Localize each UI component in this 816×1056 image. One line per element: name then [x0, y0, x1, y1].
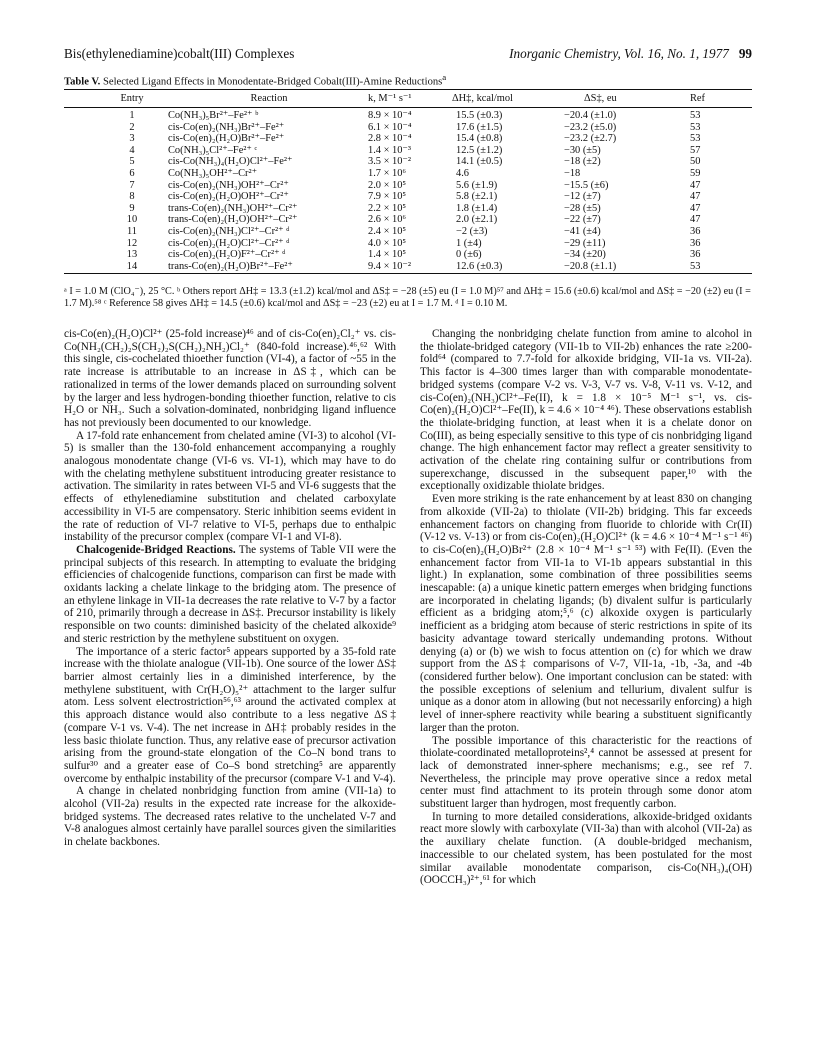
delta-s-cell: −18 (±2): [564, 156, 601, 168]
table-caption-text: Selected Ligand Effects in Monodentate-Bridged Cobalt(III)-Amine Reductions: [102, 76, 443, 88]
rate-constant-cell: 1.4 × 10⁵: [368, 249, 407, 261]
rate-constant-cell: 3.5 × 10⁻²: [368, 156, 412, 168]
delta-h-cell: 0 (±6): [456, 249, 482, 261]
ref-cell: 53: [690, 121, 701, 133]
ref-cell: 36: [690, 249, 701, 261]
entry-cell: 1: [129, 110, 135, 121]
table-row: [64, 145, 752, 157]
ref-cell: 47: [690, 202, 701, 214]
entry-cell: 10: [126, 214, 138, 226]
delta-s-cell: −29 (±11): [564, 237, 606, 249]
paragraph: A change in chelated nonbridging function from amine (VII-1a) to alcohol (VII-2a) results in the expected rate increase for the alkoxide-bridged systems. The decreased rates relative to the unchelated V-7 and V-8 analogues almost certainly have parallel sources given the similarities in chelate backbones.: [64, 785, 396, 849]
running-title: Bis(ethylenediamine)cobalt(III) Complexes: [64, 46, 295, 61]
journal-citation: [509, 46, 752, 62]
ref-cell: 59: [690, 167, 701, 179]
delta-s-cell: −41 (±4): [564, 225, 601, 237]
entry-cell: 4: [129, 144, 135, 156]
header-entry: Entry: [120, 93, 144, 104]
table-row: [64, 191, 752, 203]
reaction-cell: cis-Co(en)₂(H₂O)OH²⁺–Cr²⁺: [168, 191, 289, 203]
table-row: [64, 133, 752, 145]
paragraph: The possible importance of this characteristic for the reactions of thiolate-coordinated metalloproteins²,⁴ cannot be assessed at present for lack of demonstrated inner-sphere mechanisms; e.g., see ref 7. Nevertheless, the principle may prove operative since a redox metal center must find attachment to its protein through some donor atom substituent larger than hydrogen, most frequently carbon.: [420, 734, 752, 811]
ref-cell: 47: [690, 214, 701, 226]
entry-cell: 2: [129, 121, 135, 133]
reaction-cell: cis-Co(en)₂(H₂O)F²⁺–Cr²⁺ ᵈ: [168, 249, 286, 261]
reaction-cell: trans-Co(en)₂(NH₃)OH²⁺–Cr²⁺: [168, 202, 298, 214]
paragraph: cis-Co(en)₂(H₂O)Cl²⁺ (25-fold increase)⁴⁶ and of cis-Co(en)₂Cl₂⁺ vs. cis-Co(NH₂(CH₂)₂S(CH₂)₂S(CH₂)₂NH₂)Cl₂⁺ (840-fold increase).⁴⁶,⁶² With this single, cis-cochelated thioether function (VI-4), a factor of ~55 in the rate increase is attributable to an increase in ΔS‡, which can be rationalized in terms of the lower demands placed on surrounding solvent by the larger and less hydrogen-bonding thioether function, relative to cis H₂O or NH₃. Such a solvation-dominated, nonbridging ligand influence has not previously been documented to our knowledge.: [64, 328, 396, 429]
ref-cell: 50: [690, 156, 701, 168]
reaction-cell: Co(NH₃)₅Br²⁺–Fe²⁺ ᵇ: [168, 110, 259, 121]
table-row: [64, 238, 752, 250]
table-row: [64, 156, 752, 168]
section-heading: Chalcogenide-Bridged Reactions.: [76, 543, 236, 556]
header-ref: Ref: [690, 93, 706, 104]
ref-cell: 53: [690, 110, 701, 121]
entry-cell: 7: [129, 179, 135, 191]
ref-cell: 36: [690, 225, 701, 237]
table-row: [64, 261, 752, 273]
header-reaction: Reaction: [250, 93, 288, 104]
table-label: Table V.: [64, 76, 101, 88]
table-row: [64, 203, 752, 215]
ref-cell: 47: [690, 179, 701, 191]
entry-cell: 6: [129, 167, 135, 179]
table-row: [64, 180, 752, 192]
entry-cell: 8: [129, 191, 135, 203]
ligand-effects-table: [64, 89, 752, 274]
paragraph: The importance of a steric factor⁵ appears supported by a 35-fold rate increase with the thiolate analogue (VII-1b). One source of the lower ΔS‡ barrier almost certainly lies in a diminished interference, by the methylene substituent, with Cr(H₂O)₅²⁺ attachment to the larger sulfur atom. Less solvent electrostriction⁵⁶,⁶³ around the activated complex at this approach distance would also contribute to a less negative ΔS‡ (compare V-1 vs. V-4). The net increase in ΔH‡ probably resides in the less basic thiolate function. Thus, any relative ease of precursor activation arising from the ground-state elongation of the Co–N bond trans to sulfur³⁰ and a greater ease of Co–S bond stretching⁵ are apparently overcome by enthalpic instability of the precursor (compare V-1 and V-4).: [64, 645, 396, 785]
delta-h-cell: 14.1 (±0.5): [456, 156, 503, 168]
table-body: [64, 108, 752, 274]
delta-h-cell: 5.6 (±1.9): [456, 179, 498, 191]
delta-s-cell: −28 (±5): [564, 202, 601, 214]
table-row: [64, 214, 752, 226]
reaction-cell: trans-Co(en)₂(H₂O)Br²⁺–Fe²⁺: [168, 260, 293, 272]
reaction-cell: cis-Co(en)₂(H₂O)Cl²⁺–Cr²⁺ ᵈ: [168, 237, 290, 249]
paragraph: In turning to more detailed considerations, alkoxide-bridged oxidants react more slowly with carboxylate (VII-3a) than with alcohol (VII-2a) as the auxiliary chelate function. (A double-bridged mechanism, inaccessible to our chelated system, has been postulated for the most similar available monodentate comparison, cis-Co(NH₃)₄(OH)(OOCCH₃)²⁺,⁶¹ for which: [420, 810, 752, 887]
header-delta-h: ΔH‡, kcal/mol: [452, 93, 513, 104]
ref-cell: 53: [690, 260, 701, 272]
table-row: [64, 122, 752, 134]
delta-h-cell: 15.5 (±0.3): [456, 110, 503, 121]
table-row: [64, 226, 752, 238]
delta-h-cell: 1.8 (±1.4): [456, 202, 498, 214]
journal-name: Inorganic Chemistry, Vol. 16, No. 1, 1977: [509, 46, 729, 61]
paragraph: Even more striking is the rate enhancement by at least 830 on changing from alkoxide (VII-2a) to thiolate (VII-2b) bridging. This far exceeds enhancement factors on changing from fluoride to chloride with Cr(II) (V-12 vs. V-13) or from cis-Co(en)₂(H₂O)Cl²⁺ (k = 4.6 × 10⁻⁴ M⁻¹ s⁻¹ ⁴⁶) to cis-Co(en)₂(H₂O)Br²⁺ (2.8 × 10⁻⁴ M⁻¹ s⁻¹ ⁵³) with Fe(II). (Even the enhancement factor from VII-1a to VI-1b appears substantial in this light.) In explanation, some combination of three possibilities seems inescapable: (a) a unique kinetic pattern emerges when bridging functions are incorporated in chelating ligands; (b) divalent sulfur is particularly efficient as a bridging atom;⁵,⁶ (c) alkoxide oxygen is particularly inefficient as a bridging atom because of steric restrictions in spite of its basicity advantage toward sterically undemanding protons. Without denying (a) or (b) we wish to focus attention on (c) for which we draw support from the ΔS‡ comparisons of V-7, VII-1a, -1b, -3a, and -4b (considered further below). One important conclusion can be stated: with the possible exceptions of selenium and tellurium, divalent sulfur is unique as a donor atom in allowing (but not necessarily enforcing) a high level of inner-sphere reactivity while bearing a substituent significantly larger than the proton.: [420, 493, 752, 734]
reaction-cell: Co(NH₃)₅OH²⁺–Cr²⁺: [168, 167, 258, 179]
delta-s-cell: −23.2 (±2.7): [564, 133, 617, 145]
reaction-cell: Co(NH₃)₅Cl²⁺–Fe²⁺ ᶜ: [168, 144, 258, 156]
rate-constant-cell: 1.7 × 10⁶: [368, 167, 407, 179]
rate-constant-cell: 7.9 × 10⁵: [368, 191, 407, 203]
page-number: 99: [738, 46, 752, 61]
delta-s-cell: −23.2 (±5.0): [564, 121, 617, 133]
delta-s-cell: −34 (±20): [564, 249, 606, 261]
rate-constant-cell: 2.2 × 10⁵: [368, 202, 407, 214]
delta-h-cell: −2 (±3): [456, 225, 488, 237]
paragraph: Changing the nonbridging chelate function from amine to alcohol in the thiolate-bridged category (VII-1b to VII-2b) enhances the rate ≥200-fold⁶⁴ (compared to 7.7-fold for alkoxide bridging, VII-1a vs. VII-2a). This factor is 4–300 times larger than with comparable monodentate-bridged systems (compare V-2 vs. V-3, V-7 vs. V-8, V-11 vs. V-12, and cis-Co(en)₂(NH₃)Cl²⁺–Fe(II), k = 1.8 × 10⁻⁵ M⁻¹ s⁻¹, vs. cis-Co(en)₂(H₂O)Cl²⁺–Fe(II), k = 4.6 × 10⁻⁴ ⁴⁶). These observations establish the thiolate-bridging function, at least when it is a chelate donor on Co(III), as being especially sensitive to this type of cis nonbridging ligand change. The high enhancement factor may reflect a greater sensitivity to activation of the chelate ring containing sulfur or contributions from superexchange, discussed in the subsequent paper,¹⁰ with the exceptionally oxidizable thiolate bridges.: [420, 328, 752, 493]
delta-h-cell: 12.6 (±0.3): [456, 260, 503, 272]
entry-cell: 3: [129, 133, 135, 145]
ref-cell: 36: [690, 237, 701, 249]
ref-cell: 47: [690, 191, 701, 203]
reaction-cell: cis-Co(en)₂(NH₃)Cl²⁺–Cr²⁺ ᵈ: [168, 225, 290, 237]
header-rate-constant: k, M⁻¹ s⁻¹: [368, 93, 412, 104]
entry-cell: 14: [126, 260, 138, 272]
entry-cell: 5: [129, 156, 135, 168]
delta-h-cell: 1 (±4): [456, 237, 482, 249]
reaction-cell: cis-Co(en)₂(NH₃)OH²⁺–Cr²⁺: [168, 179, 289, 191]
delta-h-cell: 17.6 (±1.5): [456, 121, 503, 133]
rate-constant-cell: 2.0 × 10⁵: [368, 179, 407, 191]
table-header-row: [64, 90, 752, 108]
rate-constant-cell: 6.1 × 10⁻⁴: [368, 121, 412, 133]
reaction-cell: cis-Co(en)₂(NH₃)Br²⁺–Fe²⁺: [168, 121, 285, 133]
rate-constant-cell: 8.9 × 10⁻⁴: [368, 110, 412, 121]
rate-constant-cell: 2.8 × 10⁻⁴: [368, 133, 412, 145]
table-row: [64, 168, 752, 180]
left-column: [64, 328, 396, 849]
paragraph-with-heading: [64, 544, 396, 646]
rate-constant-cell: 1.4 × 10⁻³: [368, 144, 412, 156]
table-row: [64, 249, 752, 261]
entry-cell: 9: [129, 202, 135, 214]
rate-constant-cell: 4.0 × 10⁵: [368, 237, 407, 249]
delta-s-cell: −15.5 (±6): [564, 179, 609, 191]
rate-constant-cell: 9.4 × 10⁻²: [368, 260, 412, 272]
delta-h-cell: 15.4 (±0.8): [456, 133, 503, 145]
delta-s-cell: −20.4 (±1.0): [564, 110, 617, 121]
entry-cell: 11: [126, 225, 137, 237]
table-caption-note: a: [442, 72, 447, 82]
header-delta-s: ΔS‡, eu: [584, 93, 617, 104]
delta-h-cell: 4.6: [456, 167, 469, 179]
rate-constant-cell: 2.4 × 10⁵: [368, 225, 407, 237]
delta-h-cell: 2.0 (±2.1): [456, 214, 498, 226]
ref-cell: 57: [690, 144, 701, 156]
rate-constant-cell: 2.6 × 10⁶: [368, 214, 407, 226]
ref-cell: 53: [690, 133, 701, 145]
delta-h-cell: 5.8 (±2.1): [456, 191, 498, 203]
right-column: [420, 328, 752, 887]
delta-s-cell: −12 (±7): [564, 191, 601, 203]
reaction-cell: trans-Co(en)₂(H₂O)OH²⁺–Cr²⁺: [168, 214, 298, 226]
delta-s-cell: −30 (±5): [564, 144, 601, 156]
reaction-cell: cis-Co(NH₃)₄(H₂O)Cl²⁺–Fe²⁺: [168, 156, 293, 168]
delta-h-cell: 12.5 (±1.2): [456, 144, 503, 156]
paragraph-text: The systems of Table VII were the principal subjects of this research. In attempting to evaluate the bridging efficiencies of chalcogenide functions, comparison can first be made with oxidants lacking a chelate linkage to the bridging atom. The presence of an ethylene linkage in VII-1a decreases the rate relative to V-7 by a factor of 210, primarily through a decrease in ΔS‡. Precursor instability is likely responsible on two counts: diminished basicity of the chelated alkoxide⁹ and steric restriction by the methylene substituent on oxygen.: [64, 543, 396, 645]
entry-cell: 13: [126, 249, 138, 261]
table-row: [64, 110, 752, 122]
paragraph: A 17-fold rate enhancement from chelated amine (VI-3) to alcohol (VI-5) is smaller than the 130-fold enhancement accompanying a roughly analogous monodentate change (VI-6 vs. VI-1), which may have to do with the chelating methylene substituent introducing greater resistance to activation. The similarity in rates between VI-5 and VI-6 suggests that the effects of ethylenediamine substitution and chelated carboxylate accessibility in VI-5 are compensatory. Steric inhibition seems evident in the rate of reduction of VI-7 relative to VI-5, perhaps due to enthalpic instability of the precursor complex (compare VI-1 and VI-8).: [64, 429, 396, 544]
table-footnote: ᵃ I = 1.0 M (ClO₄⁻), 25 °C. ᵇ Others report ΔH‡ = 13.3 (±1.2) kcal/mol and ΔS‡ = −28 (±5) eu (I = 1.0 M)⁵⁷ and ΔH‡ = 15.6 (±0.6) kcal/mol and ΔS‡ = −20 (±2) eu (I = 1.7 M).⁵⁸ ᶜ Reference 58 gives ΔH‡ = 14.5 (±0.6) kcal/mol and ΔS‡ = −23 (±2) eu at I = 1.7 M. ᵈ I = 0.10 M.: [64, 286, 751, 309]
reaction-cell: cis-Co(en)₂(H₂O)Br²⁺–Fe²⁺: [168, 133, 285, 145]
delta-s-cell: −22 (±7): [564, 214, 601, 226]
delta-s-cell: −18: [564, 167, 581, 179]
entry-cell: 12: [126, 237, 138, 249]
table-caption: [64, 72, 446, 88]
delta-s-cell: −20.8 (±1.1): [564, 260, 617, 272]
